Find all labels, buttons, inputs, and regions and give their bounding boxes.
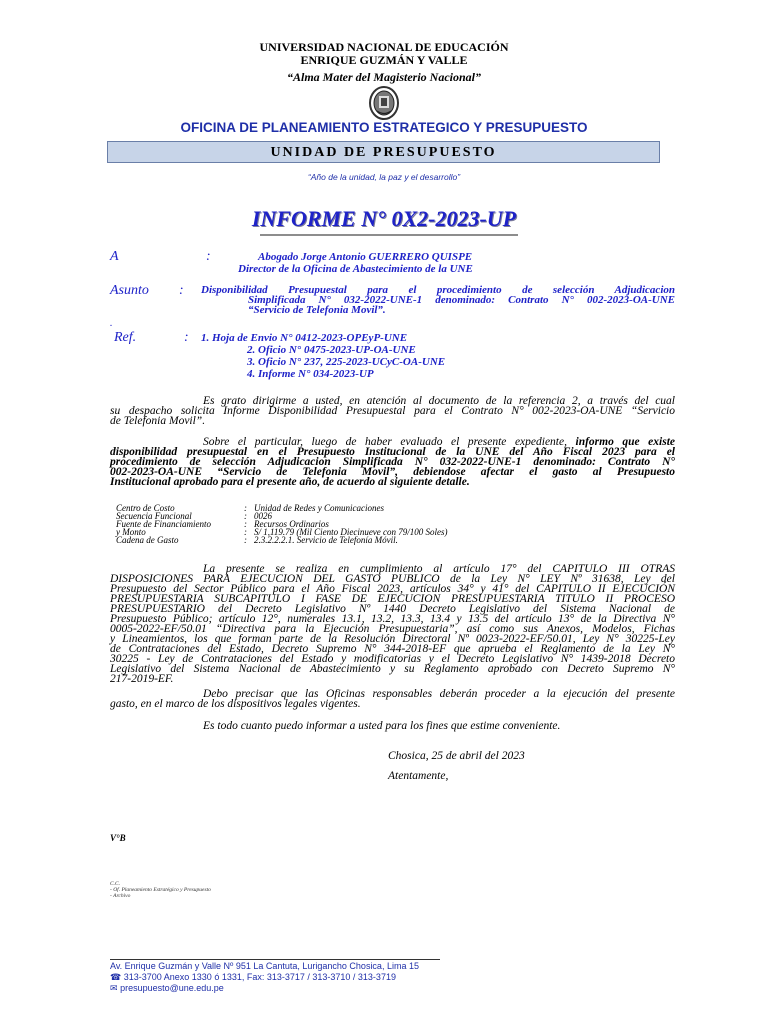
paragraph-line: PRESUPUESTARIO del Decreto Legislativo Nº 1440 Decreto Legislativo del Sistema Nacional de: [110, 603, 675, 615]
budget-key: Centro de Costo: [116, 503, 175, 513]
paragraph-line: y Lineamientos, los que forman parte de la Resolución Directoral Nº 0023-2022-EF/50.01, Ley N° 30225-Ley: [110, 633, 675, 645]
footer-email-row: [110, 983, 419, 994]
paragraph-line: PRESUPUESTARIA SUBCAPITULO I FASE DE EJECUCION PRESUPUESTARIA TITULO II PROCESO: [110, 593, 675, 605]
paragraph-responsibility: [110, 689, 675, 709]
to-label: A: [110, 249, 119, 264]
university-line2: ENRIQUE GUZMÁN Y VALLE: [300, 53, 468, 67]
footer-rule: [110, 959, 440, 960]
subject-line3: “Servicio de Telefonia Movil”.: [248, 304, 386, 316]
subject-line1: Disponibilidad Presupuestal para el procedimiento de selección Adjudicacion: [201, 284, 675, 296]
paragraph-bold-start: informo que existe: [575, 436, 675, 448]
footer: [110, 961, 419, 994]
budget-row: y Monto : S/ 1,119.79 (Mil Ciento Diecinueve con 79/100 Soles): [116, 527, 448, 537]
ref-list: [201, 332, 445, 380]
paragraph-closing: Es todo cuanto puedo informar a usted para los fines que estime conveniente.: [203, 720, 561, 732]
paragraph-line: Institucional aprobado para el presente año, de acuerdo al siguiente detalle.: [110, 476, 470, 488]
paragraph-request: [110, 396, 675, 426]
title-underline: [260, 234, 518, 236]
report-title: INFORME N° 0X2-2023-UP: [251, 206, 517, 231]
paragraph-line: de Contrataciones del Estado, Decreto Supremo N° 344-2018-EF que aprueba el Reglamento de la Ley N°: [110, 643, 675, 655]
ref-item: 2. Oficio N° 0475-2023-UP-OA-UNE: [247, 344, 416, 356]
place-date: Chosica, 25 de abril del 2023: [388, 750, 525, 762]
ref-item: 3. Oficio N° 237, 225-2023-UCyC-OA-UNE: [247, 356, 446, 368]
budget-key: y Monto: [116, 527, 146, 537]
office-name: OFICINA DE PLANEAMIENTO ESTRATEGICO Y PRESUPUESTO: [180, 120, 588, 135]
envelope-icon: ✉: [110, 983, 118, 993]
budget-value: S/ 1,119.79 (Mil Ciento Diecinueve con 79/100 Soles): [254, 527, 448, 537]
addressee-name: Abogado Jorge Antonio GUERRERO QUISPE: [258, 251, 473, 263]
budget-row: Cadena de Gasto : 2.3.2.2.2.1. Servicio de Telefonía Móvil.: [116, 535, 398, 545]
subject-colon: :: [179, 283, 184, 298]
university-name: [0, 41, 768, 67]
footer-phone-row: [110, 972, 419, 983]
footer-email[interactable]: presupuesto@une.edu.pe: [120, 983, 224, 993]
paragraph-line: Es grato dirigirme a usted, en atención al documento de la referencia 2, a través del cual: [203, 395, 675, 407]
budget-table: [116, 504, 448, 544]
university-motto: “Alma Mater del Magisterio Nacional”: [286, 70, 481, 84]
budget-value: 2.3.2.2.2.1. Servicio de Telefonía Móvil.: [254, 535, 398, 545]
budget-key: Secuencia Funcional: [116, 511, 192, 521]
cc-line: - Of. Planeamiento Estratégico y Presupuesto: [110, 887, 211, 893]
university-line1: UNIVERSIDAD NACIONAL DE EDUCACIÓN: [259, 40, 509, 54]
footer-address: Av. Enrique Guzmán y Valle Nº 951 La Cantuta, Lurigancho Chosica, Lima 15: [110, 961, 419, 971]
budget-value: Recursos Ordinarios: [254, 519, 329, 529]
subject-text: [201, 285, 675, 315]
budget-row: Centro de Costo : Unidad de Redes y Comunicaciones: [116, 503, 384, 513]
vb-mark: V°B: [110, 833, 126, 843]
paragraph-line: 30225 - Ley de Contrataciones del Estado y modificatorias y el Decreto Legislativo N° 1439-2018 Decreto: [110, 653, 675, 665]
unit-banner: UNIDAD DE PRESUPUESTO: [107, 141, 660, 163]
phone-icon: ☎: [110, 972, 122, 982]
ref-colon: :: [184, 330, 189, 345]
ref-item: 1. Hoja de Envio N° 0412-2023-OPEyP-UNE: [201, 332, 408, 344]
paragraph-legal-basis: [110, 564, 675, 684]
paragraph-line: de Telefonia Movil”.: [110, 415, 206, 427]
budget-value: 0026: [254, 511, 272, 521]
budget-key: Cadena de Gasto: [116, 535, 179, 545]
paragraph-line: Debo precisar que las Oficinas responsables deberán proceder a la ejecución del presente: [203, 688, 675, 700]
paragraph-line: DISPOSICIONES PARA EJECUCION DEL GASTO PUBLICO de la Ley N° LEY Nº 31638, Ley del: [110, 573, 675, 585]
paragraph-line: Presupuesto del Sector Público para el Año Fiscal 2023, artículos 34° y 41° del CAPITULO II EJECUCIÓN: [110, 583, 675, 595]
paragraph-line: gasto, en el marco de los dispositivos legales vigentes.: [110, 698, 361, 710]
paragraph-line: 0005-2022-EF/50.01 “Directiva para la Ejecución Presupuestaria”, así como sus Anexos, Modelos, Fichas: [110, 623, 675, 635]
budget-value: Unidad de Redes y Comunicaciones: [254, 503, 384, 513]
paragraph-availability: [110, 437, 675, 487]
paragraph-intro: Sobre el particular, luego de haber evaluado el presente expediente,: [203, 436, 567, 448]
cc-line: C.C.: [110, 881, 121, 887]
paragraph-line: 002-2023-OA-UNE “Servicio de Telefonia Movil”, debiendose afectar el gasto al Presupuesto: [110, 466, 675, 478]
to-colon: :: [206, 249, 211, 264]
subject-label: Asunto: [110, 283, 149, 298]
paragraph-line: Legislativo del Sistema Nacional de Abastecimiento y su Reglamento aprobado con Decreto Supremo N°: [110, 663, 675, 675]
carbon-copy: [110, 881, 211, 899]
paragraph-line: su despacho solicita Informe Disponibilidad Presupuestal para el Contrato N° 002-2023-OA-UNE “Servicio: [110, 405, 675, 417]
year-motto: “Año de la unidad, la paz y el desarrollo”: [307, 172, 461, 182]
paragraph-line: Presupuesto Público; artículo 12°, numerales 13.1, 13.2, 13.3, 13.4 y 13.5 del artículo 13° de la Directiva N°: [110, 613, 675, 625]
budget-key: Fuente de Financiamiento: [116, 519, 211, 529]
separator-dot: .: [110, 318, 113, 329]
closing-salutation: Atentamente,: [388, 770, 449, 782]
paragraph-line: procedimiento de selección Adjudicacion Simplificada N° 032-2022-UNE-1 denominado: Contrato N°: [110, 456, 675, 468]
subject-line2: Simplificada N° 032-2022-UNE-1 denominado: Contrato N° 002-2023-OA-UNE: [248, 294, 675, 306]
budget-row: Fuente de Financiamiento : Recursos Ordinarios: [116, 519, 329, 529]
ref-label: Ref.: [114, 330, 137, 345]
paragraph-line: La presente se realiza en cumplimiento al artículo 17° del CAPITULO III OTRAS: [203, 563, 675, 575]
footer-phone: 313-3700 Anexo 1330 ó 1331, Fax: 313-3717 / 313-3710 / 313-3719: [123, 972, 396, 982]
university-seal-icon: [367, 86, 401, 120]
paragraph-line: 217-2019-EF.: [110, 673, 174, 685]
cc-line: - Archivo: [110, 893, 131, 899]
budget-row: Secuencia Funcional : 0026: [116, 511, 272, 521]
addressee-position: Director de la Oficina de Abastecimiento de la UNE: [238, 263, 473, 275]
paragraph-line: disponibilidad presupuestal en el Presupuesto Institucional de la UNE del Año Fiscal 2023 para el: [110, 446, 675, 458]
ref-item: 4. Informe N° 034-2023-UP: [247, 368, 374, 380]
